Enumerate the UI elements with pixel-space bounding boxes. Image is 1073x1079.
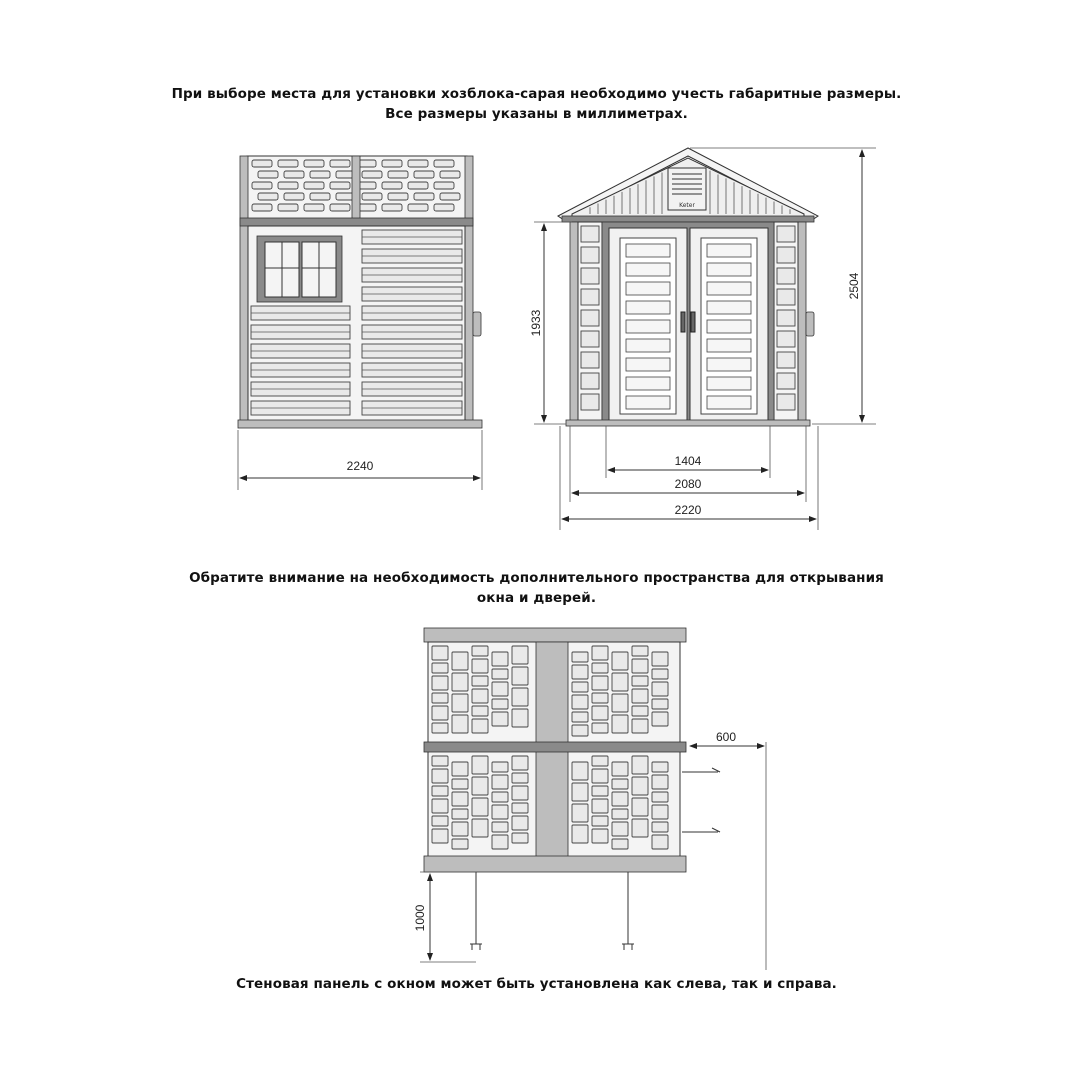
door-slat [626,263,670,276]
front-total-height-label: 2504 [847,272,861,300]
front-view-drawing [529,148,876,530]
stone-block [652,712,668,726]
roof-shingle [414,171,434,178]
front-plank [581,394,599,410]
stone-block [652,699,668,709]
stone-block [452,694,468,712]
door-slat [626,396,670,409]
stone-block [592,646,608,660]
stone-block [452,652,468,670]
stone-block [652,652,668,666]
stone-block [572,725,588,736]
stone-block [632,646,648,656]
stone-block [572,783,588,801]
front-plank [581,226,599,242]
stone-block [632,706,648,716]
stone-block [592,799,608,813]
front-door-handle-right[interactable] [691,312,695,332]
roof-shingle [408,182,428,189]
front-left-post [570,222,578,424]
front-plank [777,247,795,263]
roof-shingle [388,171,408,178]
side-handle [473,312,481,336]
stone-block [512,816,528,830]
roof-shingle [330,204,350,211]
stone-block [432,816,448,826]
stone-block [492,652,508,666]
door-slat [707,320,751,333]
stone-block [492,699,508,709]
stone-block [592,786,608,796]
front-right-post [798,222,806,424]
front-side-handle [806,312,814,336]
door-slat [626,339,670,352]
stone-block [592,769,608,783]
front-plank [777,310,795,326]
stone-block [652,805,668,819]
roof-shingle [278,204,298,211]
front-plank [581,247,599,263]
stone-block [592,676,608,690]
side-top-beam [240,218,473,226]
stone-block [632,819,648,837]
front-plank [581,373,599,389]
side-width-label: 2240 [346,459,374,473]
stone-block [472,659,488,673]
door-slat [707,396,751,409]
stone-block [652,835,668,849]
stone-block [432,786,448,796]
stone-block [512,646,528,664]
stone-block [632,659,648,673]
stone-block [472,719,488,733]
front-door-width-label: 1404 [674,454,702,468]
window-view-drawing [413,628,766,970]
stone-block [572,804,588,822]
window-view-bottom-frame [424,856,686,872]
stone-block [572,682,588,692]
door-slat [707,377,751,390]
stone-block [652,669,668,679]
roof-shingle [304,204,324,211]
stone-block [452,839,468,849]
stone-block [572,825,588,843]
stone-block [452,762,468,776]
roof-shingle [388,193,408,200]
stone-block [612,779,628,789]
door-slat [707,263,751,276]
stone-block [432,829,448,843]
stone-block [512,667,528,685]
door-slat [707,282,751,295]
front-plank [581,331,599,347]
door-slat [707,301,751,314]
stone-block [632,798,648,816]
roof-shingle [258,193,278,200]
side-right-post [465,156,473,426]
door-slat [626,301,670,314]
roof-shingle [284,193,304,200]
roof-shingle [382,204,402,211]
stone-block [472,756,488,774]
stone-block [652,762,668,772]
front-floor [566,420,810,426]
window-view-left-foot [470,944,482,950]
stone-block [432,646,448,660]
roof-shingle [310,171,330,178]
roof-shingle [278,160,298,167]
front-plank [777,352,795,368]
stone-block [452,809,468,819]
roof-shingle [258,171,278,178]
stone-block [572,712,588,722]
stone-block [472,819,488,837]
stone-block [452,715,468,733]
stone-block [492,822,508,832]
stone-block [592,706,608,720]
stone-block [512,786,528,800]
stone-block [512,709,528,727]
top-caption-line-2: Все размеры указаны в миллиметрах. [385,106,688,122]
front-plank [777,394,795,410]
stone-block [512,803,528,813]
stone-block [592,829,608,843]
stone-block [432,769,448,783]
stone-block [592,756,608,766]
roof-shingle [252,182,272,189]
roof-shingle [414,193,434,200]
stone-block [452,822,468,836]
stone-block [432,676,448,690]
stone-block [432,693,448,703]
stone-block [472,798,488,816]
stone-block [492,775,508,789]
roof-shingle [304,182,324,189]
stone-block [652,792,668,802]
stone-block [492,835,508,849]
stone-block [432,756,448,766]
stone-block [472,706,488,716]
front-total-width-label: 2220 [674,503,702,517]
roof-shingle [304,160,324,167]
roof-shingle [330,160,350,167]
stone-block [652,822,668,832]
door-slat [626,377,670,390]
middle-caption-line-1: Обратите внимание на необходимость дополнительного пространства для открывания [189,570,884,586]
front-plank [777,373,795,389]
stone-block [452,673,468,691]
stone-block [632,777,648,795]
side-left-post [240,156,248,426]
door-slat [707,339,751,352]
stone-block [592,663,608,673]
stone-block [472,676,488,686]
door-slat [626,244,670,257]
stone-block [612,809,628,819]
stone-block [512,688,528,706]
stone-block [592,816,608,826]
stone-block [612,839,628,849]
top-caption-line-1: При выборе места для установки хозблока-сарая необходимо учесть габаритные размеры. [171,86,902,102]
stone-block [492,762,508,772]
stone-block [652,682,668,696]
door-slat [626,320,670,333]
stone-block [512,833,528,843]
stone-block [492,805,508,819]
stone-block [632,689,648,703]
stone-block [572,665,588,679]
window-view-top-frame [424,628,686,642]
stone-block [432,706,448,720]
roof-shingle [310,193,330,200]
roof-shingle [434,182,454,189]
stone-block [612,673,628,691]
front-wall-height-label: 1933 [529,309,543,337]
roof-shingle [434,204,454,211]
front-wall-width-label: 2080 [674,477,702,491]
front-plank [581,310,599,326]
window-height-label: 1000 [413,904,427,932]
stone-block [572,652,588,662]
side-floor [238,420,482,428]
stone-block [492,669,508,679]
stone-block [472,646,488,656]
stone-block [592,693,608,703]
roof-shingle [330,182,350,189]
roof-shingle [382,182,402,189]
stone-block [452,779,468,789]
front-vent-logo: Keter [679,202,695,209]
stone-block [632,756,648,774]
roof-shingle [362,171,382,178]
window-clearance-label: 600 [715,730,737,744]
roof-shingle [252,160,272,167]
roof-shingle [252,204,272,211]
stone-block [612,652,628,670]
roof-shingle [434,160,454,167]
bottom-caption-line: Стеновая панель с окном может быть установлена как слева, так и справа. [236,976,837,992]
roof-shingle [408,204,428,211]
roof-shingle [408,160,428,167]
door-slat [707,244,751,257]
front-plank [581,289,599,305]
roof-shingle [278,182,298,189]
stone-block [492,682,508,696]
roof-shingle [440,171,460,178]
front-plank [777,226,795,242]
stone-block [612,694,628,712]
stone-block [492,712,508,726]
stone-block [612,822,628,836]
front-plank [581,352,599,368]
stone-block [432,663,448,673]
stone-block [472,777,488,795]
stone-block [572,695,588,709]
roof-shingle [440,193,460,200]
front-plank [777,331,795,347]
stone-block [512,756,528,770]
roof-shingle [284,171,304,178]
front-plank [777,289,795,305]
front-plank [777,268,795,284]
middle-caption-line-2: окна и дверей. [476,590,597,606]
stone-block [632,719,648,733]
stone-block [492,792,508,802]
stone-block [452,792,468,806]
window-view-right-foot [622,944,634,950]
stone-block [632,676,648,686]
stone-block [472,689,488,703]
front-door-handle-left[interactable] [681,312,685,332]
window-view-middle-rail [424,742,686,752]
stone-block [612,762,628,776]
stone-block [652,775,668,789]
stone-block [592,723,608,733]
stone-block [612,715,628,733]
side-view-drawing [238,156,482,490]
door-slat [626,358,670,371]
stone-block [572,762,588,780]
roof-shingle [362,193,382,200]
door-slat [707,358,751,371]
stone-block [612,792,628,806]
front-plank [581,268,599,284]
door-slat [626,282,670,295]
stone-block [432,723,448,733]
front-top-beam [562,216,814,222]
stone-block [432,799,448,813]
roof-shingle [382,160,402,167]
stone-block [512,773,528,783]
